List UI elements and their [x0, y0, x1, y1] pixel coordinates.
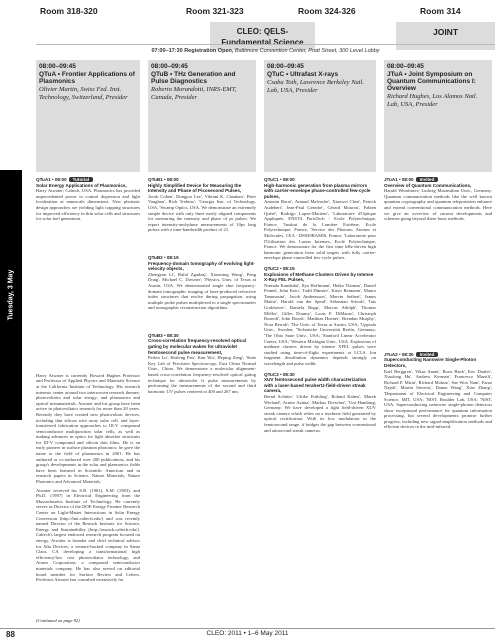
- talk-abstract: Peifen Lu', Haifeng Pan', Kun Wu', Heping Zeng'; 'State Key Lab of Precision Spectroscopy, East China Normal Univ., China. We demonstrate a molecular alignment-based cross-correlation frequency-resolved optical gating technique for ultraviolet fs pulse measurements by performing the measurements of the second and third harmonic UV pulses centered at 400 and 267 nm.: [148, 355, 256, 394]
- talk-entry: [264, 372, 376, 434]
- registration-bar: [36, 44, 495, 56]
- talk-entry: [148, 333, 256, 395]
- talk-entry: [384, 352, 492, 430]
- registration-label: Registration Open,: [184, 48, 234, 54]
- session-time: 08:00–09:45: [387, 63, 424, 70]
- talk-title: Explosions of Methane Clusters Driven by Intense X-Ray FEL Pulses,: [264, 271, 374, 283]
- talk-title: Superconducting Nanowire Single-Photon Detectors,: [384, 357, 477, 368]
- talk-abstract: Antonin Borot', Arnaud Malvache', Xiaowei Chen', Patrick Audebert', Jean-Paul Geindre', Gérard Mourou', Fabien Quéré', Rodrigo Lopez-Martens'; 'Laboratoire d'Optique Appliquée, ENSTA ParisTech - Ecole Polytechnique, France, 'Institut de la Lumière Extrême, Ecole Polytechnique, France, 'Service des Photons, Atomes et Molecules, CEA - DSM/IRAMIS, France, 'Laboratoire pour l'Utilisation des Lasers Intenses, Ecole Polytechnique, France. We demonstrate for the first time kHz-driven high harmonic generation from solid targets with fully carrier-envelope phase-controlled few-cycle pulses.: [264, 199, 376, 261]
- session-column-qtua: [36, 60, 140, 620]
- session-time: 08:00–09:45: [267, 63, 304, 70]
- session-chair: Richard Hughes, Los Alamos Natl. Lab, USA, Presider: [387, 93, 478, 108]
- talk-code: QTuB3 • 08:30: [148, 332, 179, 338]
- invited-badge: Invited: [416, 177, 439, 182]
- session-title: QTuB • THz Generation and Pulse Diagnostics: [151, 71, 236, 85]
- footer-text: CLEO: 2011 • 1–6 May 2011: [206, 630, 289, 637]
- talk-entry: [148, 255, 256, 311]
- session-time: 08:00–09:45: [39, 63, 76, 70]
- continued-note: (Continued on page 92): [36, 618, 80, 623]
- talk-code: QTuB2 • 08:15: [148, 254, 179, 260]
- talk-title: Overview of Quantum Communications,: [384, 182, 472, 188]
- cleo-banner-line: Fundamental Science: [221, 38, 304, 47]
- session-column-jtua: [384, 60, 492, 620]
- session-title: QTuC • Ultrafast X-rays: [267, 71, 339, 78]
- session-chair: Csaba Toth, Lawrence Berkeley Natl. Lab, USA, Presider: [267, 79, 365, 94]
- talk-abstract: Karl Berggren', Vikas Anant', Boris Baek', Eric Dauler', Xiaolong Hu', Andrew Kerman', Francesco Marsili', Richard P. Mirin', Richard Molnar', Sae Woo Nam', Faraz Najafi', Martin Stevens', Danna Wang', Xiao Zhang'; 'Department of Electrical Engineering and Computer Science, MIT, USA; 'NIST, Boulder Lab, USA; 'NIST, USA. Superconducting nanowire single-photon detectors show exceptional performance for quantum information processing, but several developments promise further progress, including new signal-amplification methods and efficient devices in the mid-infrared.: [384, 368, 492, 430]
- registration-place: Baltimore Convention Center, Pratt Street, 300 Level Lobby: [234, 48, 380, 54]
- tutorial-badge: Tutorial: [69, 177, 94, 182]
- talk-title: Highly Simplified Device for Measuring the Intensity and Phase of Picosecond Pulses,: [148, 182, 242, 194]
- session-header: [148, 60, 256, 172]
- talk-entry: [384, 177, 492, 222]
- talk-code: QTuC3 • 08:30: [264, 371, 295, 377]
- talk-abstract: Nirmala Kandadai', Ilya Hoffmann', Heiko Thomas', Daniel Fennel, John Keto', Todd Ditmire', Kristi Reimann', Mauro Tammasini', Jacob Andreasson', Marvin Seibert', James Mattie', Harald van der Speul', Sebastian Schorb', Tais Gorkhover', Daniela Rupp', Marcus Adolph', Thomas Möller', Gilles Doumy', Louis F. DiMauro', Christoph Bostedt', John Bozek', Matthias Hoener', Brendan Murphy', Nora Berrah'; 'The Univ. of Texas at Austin, USA; 'Uppsala Univ., Sweden; 'Technische Universität Berlin, Germany; 'The Ohio State Univ., USA; 'Stanford Linear Accelerator Center, USA; 'Western Michigan Univ., USA. Explosions of methane clusters driven by intense XFEL pulses were studied using time-of-flight experiments at LCLS. Ion fragment distribution dynamics depends strongly on wavelength and pulse width.: [264, 282, 376, 366]
- joint-banner: JOINT: [396, 22, 495, 50]
- invited-badge: Invited: [416, 352, 439, 357]
- talk-code: QTuB1 • 08:00: [148, 177, 179, 182]
- registration-time: 07:00–17:30: [151, 48, 183, 54]
- talk-entry: [36, 177, 140, 222]
- day-label: Tuesday, 3 May: [7, 269, 15, 321]
- session-title: JTuA • Joint Symposium on Quantum Communications I: Overview: [387, 71, 476, 92]
- day-side-tab: [0, 170, 22, 420]
- talk-code: QTuC2 • 08:15: [264, 265, 295, 271]
- room-label: Room 314: [420, 6, 461, 16]
- session-chair: Olivier Martin, Swiss Fed. Inst. Technology, Switzerland, Presider: [39, 86, 128, 101]
- talk-title: Cross-correlation frequency-resolved optical gating by molecular wakes for ultraviolet femtosecond pulse measurement,: [148, 338, 247, 355]
- talk-code: QTuC1 • 08:00: [264, 177, 295, 182]
- talk-code: QTuA1 • 08:00: [36, 177, 67, 182]
- bio-paragraph: Harry Atwater is currently Howard Hughes Professor and Professor of Applied Physics and Materials Science at the California Institute of Technology. His research interests center around two interwoven research themes: photovoltaics and solar energy; and plasmonics and optical metamaterials. Atwater and his group have been active in photovoltaics research for more than 20 years. Recently they have created new photovoltaic devices, including thin silicon wire array solar cell, and layer-transferred fabrication approaches to III-V compound semiconductor multijunction solar cells, as well as making advances in optics for light absorber structures for III-V compound and silicon thin films. He is an early pioneer in surface plasmon photonics; he gave the name to the field of plasmonics in 2001. He has authored or co-authored over 200 publications, and his group's developments in the solar and plasmonics fields have been featured in Scientific American and in research papers in Science, Nature Materials, Nature Photonics and Advanced Materials.: [36, 372, 140, 485]
- session-time: 08:00–09:45: [151, 63, 188, 70]
- talk-entry: [264, 266, 376, 367]
- talk-title: XUV femtosecond pulse width characterization with a laser-based terahertz-field-driven streak camera,: [264, 377, 367, 394]
- footer-divider: [0, 628, 495, 629]
- session-chair: Roberto Morandotti, INRS-EMT, Canada, Presider: [151, 86, 237, 101]
- session-header: [36, 60, 140, 172]
- talk-abstract: Jacob Cohen', Dongjoo Lee', Vikrant K. Chauhan', Peter Vaughan', Rick Trebino'; 'Georgia Inst. of Technology, USA, 'Swamp Optics, USA. We demonstrate an extremely simple device with only three easily aligned components for measuring the intensity and phase of ps pulses. We report intensity-and-phase measurements of 10ps long pulses with a time-bandwidth product of 21.: [148, 193, 256, 233]
- page-number: 88: [6, 630, 15, 639]
- session-column-qtuc: [264, 60, 376, 620]
- talk-abstract: Zhengyan Li', Rafal Zgadzaj', Xiaoming Wang', Peng Dong', Michael C. Downer'; 'Physics, Univ. of Texas at Austin, USA. We demonstrated single shot frequency-domain tomographic imaging of laser-produced refractive index structures that evolve during propagation, using multiple probe pulses multiplexed to a single spectrometer and tomographic reconstruction algorithms.: [148, 271, 256, 311]
- session-column-qtub: [148, 60, 256, 620]
- bio-paragraph: Atwater received his S.B. (1981), S.M. (1983), and Ph.D. (1987) in Electrical Engineering from the Massachusetts Institute of Technology. He currently serves as Director of the DOE Energy Frontier Research Center on Light-Matter Interactions in Solar Energy Conversion (http://lmi.caltech.edu/) and was recently named Director of the Resnick Institute for Science, Energy and Sustainability (http://resnick.caltech.edu/). Caltech's largest endowed research program focused on energy. Atwater is founder and chief technical advisor for Alta Devices, a venture-backed company in Santa Clara, CA developing a transformational high efficiency/low cost photovoltaics technology, and Aonex Corporation, a compound semiconductor materials company. He has also served on editorial board member for Surface Review and Letters. Professor Atwater has consulted extensively for: [36, 487, 140, 583]
- speaker-bio: [36, 373, 140, 583]
- speaker-photo: [36, 226, 140, 364]
- talk-code: JTuA2 • 08:30: [384, 351, 414, 357]
- cleo-banner-line: CLEO: QELS-: [236, 27, 289, 36]
- room-label: Room 318-320: [40, 6, 98, 16]
- talk-title: High-harmonic generation from plasma mirrors with carrier-envelope phase-controlled few-cycle pulses,: [264, 182, 371, 199]
- talk-entry: [148, 177, 256, 233]
- session-header: [264, 60, 376, 172]
- session-header: [384, 60, 492, 172]
- talk-title: Solar Energy Applications of Plasmonics,: [36, 182, 127, 188]
- room-label: Room 324-326: [298, 6, 356, 16]
- talk-entry: [264, 177, 376, 261]
- talk-code: JTuA1 • 08:00: [384, 177, 414, 182]
- talk-title: Frequency-domain tomography of evolving light-velocity objects,: [148, 260, 255, 272]
- talk-abstract: Harry Atwater; Caltech, USA. Plasmonics has provided unprecedented power to control dispersion and light localization at nanoscale dimensions. New photonic design approaches are yielding light trapping structures for improved efficiency in thin solar cells and structures for solar fuel generation.: [36, 188, 140, 222]
- talk-abstract: Bernd Schütte', Ulrike Frühling', Roland Kalms', Marek Wieland', Armin Azima', Markus Drescher'; 'Uni Hamburg, Germany. We have developed a light field-driven XUV streak camera which relies on a terahertz field generated by optical rectification. With its low modulation in the femtosecond range, it bridges the gap between conventional and attosecond streak cameras.: [264, 393, 376, 433]
- room-label: Room 321-323: [186, 6, 244, 16]
- talk-abstract: Harald Weinfurter; Ludwig Maximilian Univ., Germany. Quantum communication methods like the well known quantum cryptography and quantum teleportation enhance and extend conventional communication methods. Here we give an overview of current developments and schemes going beyond these basic methods.: [384, 188, 492, 222]
- session-title: QTuA • Frontier Applications of Plasmonics: [39, 71, 135, 85]
